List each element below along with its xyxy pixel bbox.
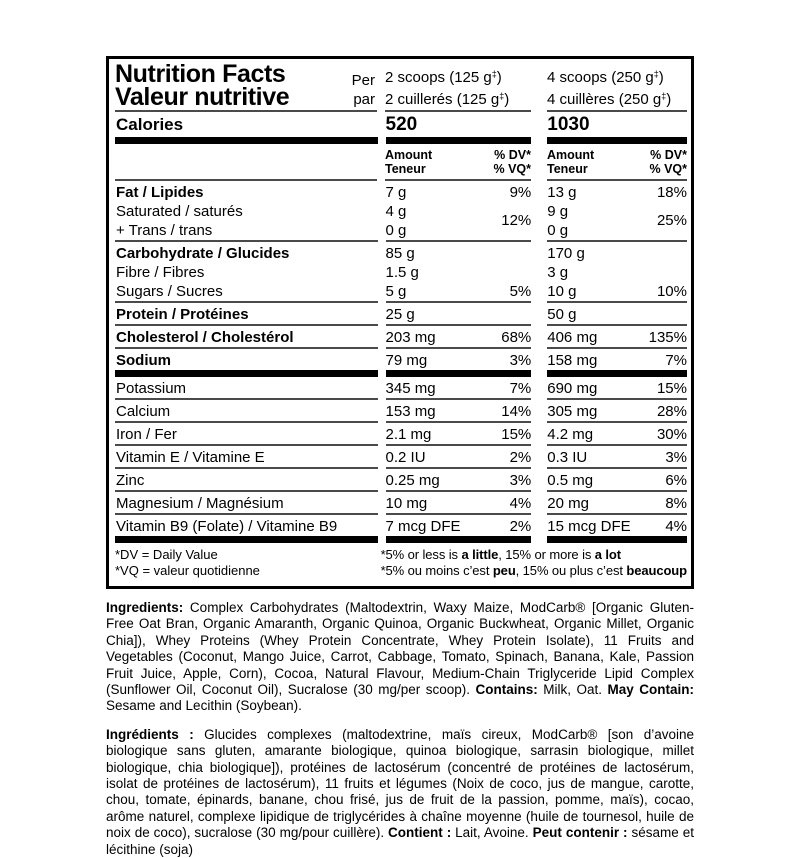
dagger-symbol: ‡ xyxy=(661,91,667,101)
value-cell: 0.25 mg 3% xyxy=(386,469,532,492)
column-gutter xyxy=(377,144,385,181)
nutrient-label: Sodium xyxy=(115,349,378,377)
serving-2-en: 4 scoops (250 g‡) xyxy=(547,69,664,86)
column-gutter xyxy=(531,282,547,303)
column-gutter xyxy=(378,349,386,377)
calories-value-1: 520 xyxy=(386,112,532,144)
column-gutter xyxy=(378,303,386,326)
column-gutter xyxy=(531,377,547,400)
calories-value-2: 1030 xyxy=(547,112,687,144)
value-cell: 10 mg 4% xyxy=(386,492,532,515)
table-row-cholesterol xyxy=(115,326,687,349)
calories-label: Calories xyxy=(115,112,378,144)
column-gutter xyxy=(531,446,547,469)
per-en: Per xyxy=(351,72,375,89)
nutrient-label: + Trans / trans xyxy=(115,221,378,242)
value-cell: 170 g xyxy=(547,245,585,262)
value-cell: 690 mg 15% xyxy=(547,377,687,400)
nutrient-label: Calcium xyxy=(115,400,378,423)
dagger-symbol: ‡ xyxy=(499,91,505,101)
column-gutter xyxy=(378,515,386,543)
serving-size-2 xyxy=(547,65,687,112)
value-cell: 7 g 9% xyxy=(385,184,532,201)
serving-2-fr: 4 cuillères (250 g‡) xyxy=(547,91,672,108)
column-gutter xyxy=(378,446,386,469)
nutrient-label: Protein / Protéines xyxy=(115,303,378,326)
table-row-sugars xyxy=(115,282,687,303)
column-gutter xyxy=(378,469,386,492)
nutrient-label: Vitamin E / Vitamine E xyxy=(115,446,378,469)
serving-size-1 xyxy=(385,65,531,112)
dv-definition: *DV = Daily Value *VQ = valeur quotidienne xyxy=(115,547,260,578)
title-fr: Valeur nutritive xyxy=(115,83,290,111)
nutrient-label: Saturated / saturés xyxy=(116,203,243,220)
column-header-group-1 xyxy=(385,144,531,181)
nutrition-facts-panel xyxy=(106,56,694,589)
column-gutter xyxy=(531,326,547,349)
serving-1-en: 2 scoops (125 g‡) xyxy=(385,69,502,86)
table-row-carbohydrate xyxy=(115,242,687,263)
column-gutter xyxy=(378,423,386,446)
footnote-row xyxy=(115,543,687,579)
panel-titles xyxy=(115,60,290,111)
panel-header xyxy=(115,60,687,112)
ingredients-fr: Ingrédients : Glucides complexes (maltodextrine, maïs cireux, ModCarb® [son d’avoine biologique sans gluten, amarante biologique, quinoa biologique, sarrasin biologique, millet biologique, chia biologique]), protéines de lactosérum (concentré de protéines de lactosérum, isolat de protéines de lactosérum), 11 fruits et légumes (Noix de coco, jus de mangue, carotte, chou, tomate, épinards, banane, chou frisé, jus de fruit de la passion, pomme, maïs), cocao, arôme naturel, complexe lipidique de triglycérides à chaîne moyenne (huile de tournesol, huile de noix de coco), sucralose (30 mg/pour cuillère). Contient : Lait, Avoine. Peut contenir : sésame et lécithine (soja) xyxy=(106,726,694,857)
column-gutter xyxy=(378,221,386,242)
value-cell: 0.5 mg 6% xyxy=(547,469,687,492)
nutrient-label: Vitamin B9 (Folate) / Vitamine B9 xyxy=(115,515,378,543)
value-cell: 13 g 18% xyxy=(547,184,687,201)
dv-header: % DV* % VQ* xyxy=(493,148,531,176)
value-cell: 5 g 5% xyxy=(386,282,532,303)
column-gutter xyxy=(531,303,547,326)
value-cell: 0.2 IU 2% xyxy=(386,446,532,469)
dagger-symbol: ‡ xyxy=(491,69,497,79)
value-cell: 0 g xyxy=(547,221,687,242)
panel-title-block xyxy=(115,60,377,112)
serving-1-fr: 2 cuillerés (125 g‡) xyxy=(385,91,510,108)
table-row-fibre xyxy=(115,263,687,282)
table-row-vitamin-b9 xyxy=(115,515,687,543)
column-gutter xyxy=(531,263,547,282)
table-row-saturated xyxy=(115,202,687,229)
dagger-symbol: ‡ xyxy=(653,69,659,79)
column-gutter xyxy=(531,492,547,515)
dv-header: % DV* % VQ* xyxy=(649,148,687,176)
calories-row xyxy=(115,112,687,144)
column-gutter xyxy=(531,515,547,543)
value-cell: 0 g xyxy=(386,221,532,242)
value-cell: 158 mg 7% xyxy=(547,349,687,377)
column-gutter xyxy=(531,400,547,423)
title-en: Nutrition Facts xyxy=(115,60,286,88)
nutrient-label: Iron / Fer xyxy=(115,423,378,446)
table-row-protein xyxy=(115,303,687,326)
per-label xyxy=(352,71,377,109)
column-header-spacer xyxy=(115,144,377,181)
column-gutter xyxy=(378,242,386,263)
value-cell: 3 g xyxy=(547,264,569,281)
value-cell: 4 g 12% xyxy=(385,203,532,229)
value-cell: 345 mg 7% xyxy=(386,377,532,400)
amount-header: Amount Teneur xyxy=(385,148,433,176)
value-cell: 15 mcg DFE 4% xyxy=(547,515,687,543)
column-gutter xyxy=(531,349,547,377)
value-cell: 9 g 25% xyxy=(547,203,687,229)
nutrient-label: Fibre / Fibres xyxy=(116,264,205,281)
value-cell: 25 g xyxy=(386,303,532,326)
value-cell: 79 mg 3% xyxy=(386,349,532,377)
column-gutter xyxy=(378,377,386,400)
value-cell: 305 mg 28% xyxy=(547,400,687,423)
value-cell: 85 g xyxy=(385,245,415,262)
nutrient-label: Sugars / Sucres xyxy=(115,282,378,303)
per-fr: par xyxy=(353,91,375,108)
value-cell: 0.3 IU 3% xyxy=(547,446,687,469)
value-cell: 50 g xyxy=(547,303,687,326)
column-gutter xyxy=(378,181,386,202)
column-gutter xyxy=(531,469,547,492)
column-gutter xyxy=(378,326,386,349)
table-row-trans xyxy=(115,221,687,242)
table-row-magnesium xyxy=(115,492,687,515)
table-row-fat xyxy=(115,181,687,202)
nutrient-label: Cholesterol / Cholestérol xyxy=(115,326,378,349)
table-row-sodium xyxy=(115,349,687,377)
value-cell: 4.2 mg 30% xyxy=(547,423,687,446)
value-cell: 1.5 g xyxy=(385,264,419,281)
column-gutter xyxy=(378,400,386,423)
column-gutter xyxy=(378,492,386,515)
table-row-iron xyxy=(115,423,687,446)
column-header-group-2 xyxy=(547,144,687,181)
table-row-vitamin-e xyxy=(115,446,687,469)
value-cell: 203 mg 68% xyxy=(386,326,532,349)
nutrient-label: Carbohydrate / Glucides xyxy=(116,245,290,262)
nutrient-label: Potassium xyxy=(115,377,378,400)
value-cell: 20 mg 8% xyxy=(547,492,687,515)
nutrient-label: Zinc xyxy=(115,469,378,492)
column-gutter xyxy=(531,423,547,446)
value-cell: 406 mg 135% xyxy=(547,326,687,349)
column-gutter xyxy=(378,263,386,282)
value-cell: 153 mg 14% xyxy=(386,400,532,423)
column-gutter xyxy=(531,202,547,221)
ingredients-en: Ingredients: Complex Carbohydrates (Maltodextrin, Waxy Maize, ModCarb® [Organic Gluten-Free Oat Bran, Organic Amaranth, Organic Quinoa, Organic Buckwheat, Organic Millet, Organic Chia]), Whey Proteins (Whey Protein Concentrate, Whey Protein Isolate), 11 Fruits and Vegetables (Coconut, Mango Juice, Carrot, Cabbage, Tomato, Spinach, Banana, Kale, Passion Fruit Juice, Apple, Corn), Cocoa, Natural Flavour, Medium-Chain Triglyceride Lipid Complex (Sunflower Oil, Coconut Oil), Sucralose (30 mg/per scoop). Contains: Milk, Oat. May Contain: Sesame and Lecithin (Soybean). xyxy=(106,600,694,714)
table-row-calcium xyxy=(115,400,687,423)
column-gutter xyxy=(378,202,386,221)
ingredients-section xyxy=(106,600,694,858)
amount-header: Amount Teneur xyxy=(547,148,595,176)
column-gutter xyxy=(378,282,386,303)
column-header-row xyxy=(115,144,687,181)
column-gutter xyxy=(531,221,547,242)
column-gutter xyxy=(531,181,547,202)
value-cell: 10 g 10% xyxy=(547,282,687,303)
column-gutter xyxy=(531,242,547,263)
nutrient-label: Fat / Lipides xyxy=(116,184,204,201)
column-gutter xyxy=(531,144,547,181)
table-row-potassium xyxy=(115,377,687,400)
value-cell: 2.1 mg 15% xyxy=(386,423,532,446)
dv-scale-note: *5% or less is a little, 15% or more is a lot *5% ou moins c’est peu, 15% ou plus c’est beaucoup xyxy=(380,547,687,578)
nutrient-label: Magnesium / Magnésium xyxy=(115,492,378,515)
table-row-zinc xyxy=(115,469,687,492)
value-cell: 7 mcg DFE 2% xyxy=(386,515,532,543)
